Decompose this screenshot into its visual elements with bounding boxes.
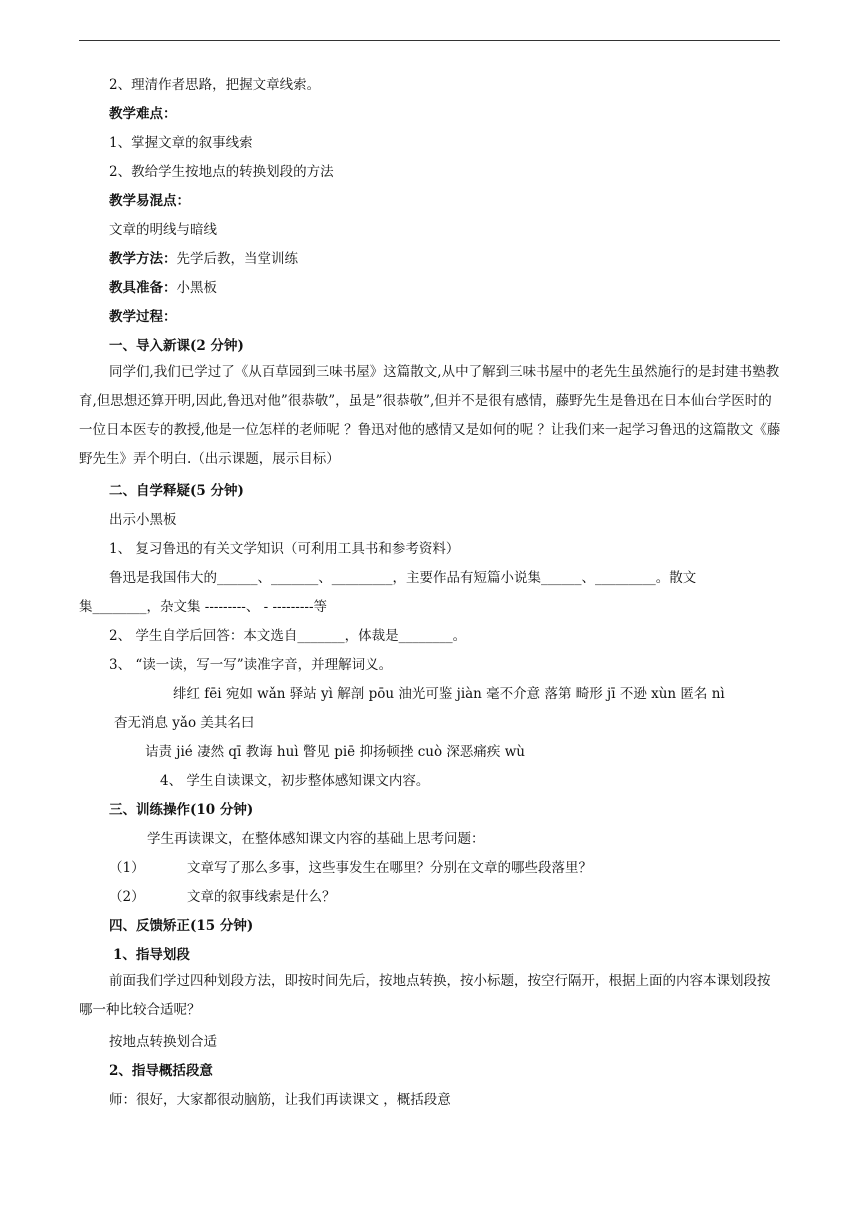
vocab-line-1: 绯红 fēi 宛如 wǎn 驿站 yì 解剖 pōu 油光可鉴 jiàn 毫不介意 落第 畸形 jī 不逊 xùn 匿名 nì	[173, 686, 725, 702]
tools-line	[109, 278, 217, 298]
section-2-item-2: 2、 学生自学后回答：本文选自_______，体裁是________。	[109, 628, 467, 644]
difficulty-item-1: 1、掌握文章的叙事线索	[109, 135, 253, 151]
method-line	[109, 249, 298, 269]
objective-line: 2、理清作者思路，把握文章线索。	[109, 77, 321, 93]
method-value: 先学后教，当堂训练	[176, 251, 298, 267]
process-heading: 教学过程：	[109, 309, 177, 325]
difficulty-item-2: 2、教给学生按地点的转换划段的方法	[109, 164, 334, 180]
section-2-heading: 二、自学释疑(5 分钟)	[109, 483, 244, 499]
difficulty-heading: 教学难点：	[109, 106, 177, 122]
section-4-answer: 按地点转换划合适	[109, 1034, 217, 1050]
confusion-heading: 教学易混点：	[109, 193, 190, 209]
section-2-item-4: 4、 学生自读课文，初步整体感知课文内容。	[160, 773, 430, 789]
vocab-line-3: 诘责 jié 凄然 qī 教诲 huì 瞥见 piē 抑扬顿挫 cuò 深恶痛疾 wù	[145, 744, 525, 760]
section-2-item-3: 3、 “读一读，写一写”读准字音，并理解词义。	[109, 657, 393, 673]
header-rule	[79, 40, 780, 41]
method-label: 教学方法：	[109, 251, 177, 267]
section-2-fill-1: 鲁迅是我国伟大的______、_______、_________，主要作品有短篇小说集______、_________。散文	[109, 570, 697, 586]
section-4-sub-1: 1、指导划段	[113, 947, 190, 963]
tools-value: 小黑板	[176, 280, 217, 296]
section-3-intro: 学生再读课文，在整体感知课文内容的基础上思考问题：	[147, 831, 485, 847]
section-2-board: 出示小黑板	[109, 512, 177, 528]
section-2-item-1: 1、 复习鲁迅的有关文学知识（可利用工具书和参考资料）	[109, 541, 460, 557]
confusion-text: 文章的明线与暗线	[109, 222, 217, 238]
section-4-teacher: 师：很好，大家都很动脑筋，让我们再读课文 ，概括段意	[109, 1092, 451, 1108]
tools-label: 教具准备：	[109, 280, 177, 296]
section-4-heading: 四、反馈矫正(15 分钟)	[109, 918, 254, 934]
vocab-line-2: 杳无消息 yǎo 美其名曰	[114, 715, 255, 731]
section-1-heading: 一、导入新课(2 分钟)	[109, 338, 244, 354]
section-3-heading: 三、训练操作(10 分钟)	[109, 802, 254, 818]
question-2-number: （2）	[109, 889, 145, 905]
question-2-text: 文章的叙事线索是什么？	[187, 889, 336, 905]
question-1-text: 文章写了那么多事，这些事发生在哪里？分别在文章的哪些段落里？	[187, 860, 592, 876]
section-4-sub-2: 2、指导概括段意	[109, 1063, 213, 1079]
question-1-number: （1）	[109, 860, 145, 876]
intro-paragraph: 同学们,我们已学过了《从百草园到三味书屋》这篇散文,从中了解到三味书屋中的老先生虽然施行的是封建书塾教育,但思想还算开明,因此,鲁迅对他”很恭敬”，虽是”很恭敬”,但并不是很有感情，藤野先生是鲁迅在日本仙台学医时的一位日本医专的教授,他是一位怎样的老师呢 ？鲁迅对他的感情又是如何的呢 ？让我们来一起学习鲁迅的这篇散文《藤野先生》弄个明白.（出示课题，展示目标）	[79, 364, 781, 467]
section-2-fill-2: 集________，杂文集 ---------、 - ---------等	[79, 599, 328, 615]
section-4-paragraph: 前面我们学过四种划段方法，即按时间先后，按地点转换，按小标题，按空行隔开，根据上面的内容本课划段按哪一种比较合适呢？	[79, 973, 771, 1018]
